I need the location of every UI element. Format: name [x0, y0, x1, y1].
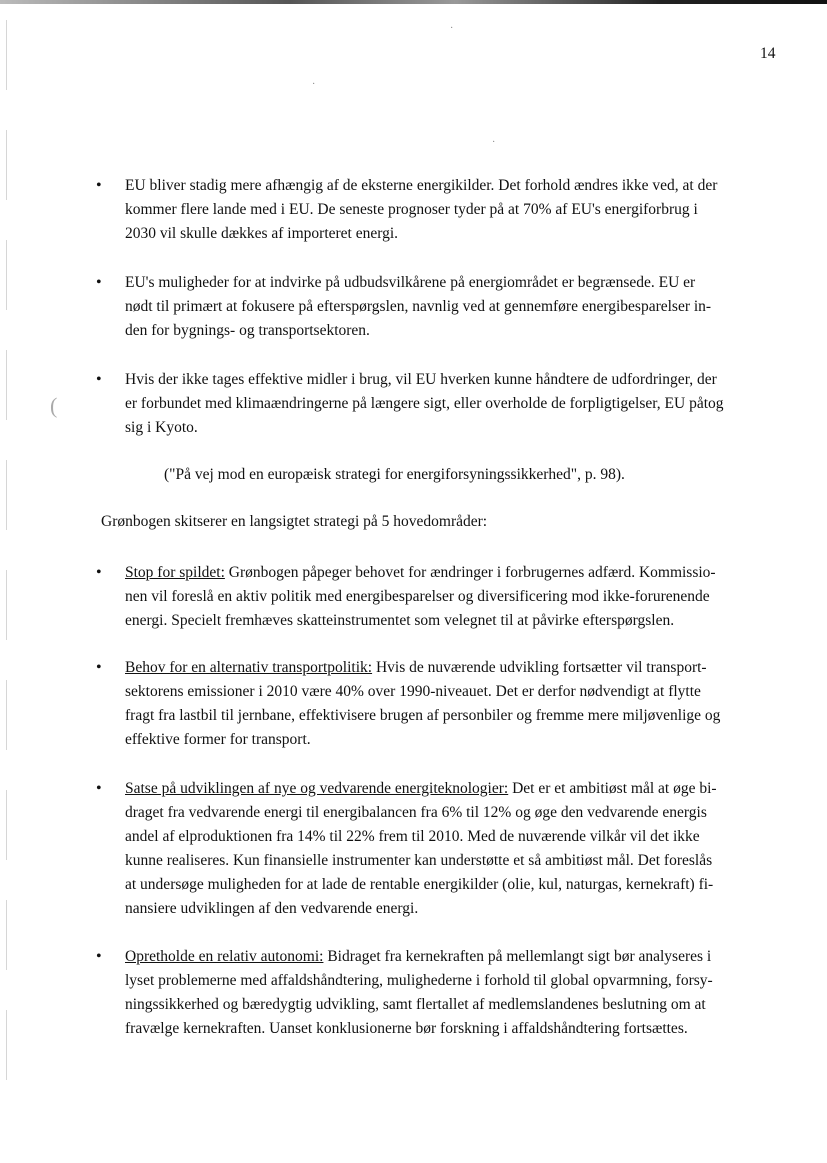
bullet-eu-possibilities: [125, 271, 785, 343]
bullet-relative-autonomy: [125, 945, 785, 1041]
bullet-marker: •: [96, 659, 102, 676]
text-line: EU bliver stadig mere afhængig af de eksterne energikilder. Det forhold ændres ikke ved, at der: [125, 177, 718, 194]
text-line: 2030 vil skulle dækkes af importeret energi.: [125, 225, 399, 242]
bullet-renewable-energy: [125, 777, 785, 921]
text-fragment: Bidraget fra kernekraften på mellemlangt sigt bør analyseres i: [323, 948, 712, 965]
text-line: energi. Specielt fremhæves skatteinstrumentet som velegnet til at påvirke efterspørgslen.: [125, 612, 675, 629]
text-line: EU's muligheder for at indvirke på udbudsvilkårene på energiområdet er begrænsede. EU er: [125, 274, 696, 291]
intro-sentence: Grønbogen skitserer en langsigtet strategi på 5 hovedområder:: [101, 513, 488, 530]
text-fragment: Hvis de nuværende udvikling fortsætter vil transport-: [372, 659, 707, 676]
text-fragment: Det er et ambitiøst mål at øge bi-: [508, 780, 717, 797]
scan-speck: ·: [450, 23, 454, 34]
page-number: 14: [760, 45, 776, 62]
text-line: den for bygnings- og transportsektoren.: [125, 322, 370, 339]
text-fragment: Grønbogen påpeger behovet for ændringer i forbrugernes adfærd. Kommissio-: [224, 564, 716, 581]
bullet-marker: •: [96, 564, 102, 581]
text-line: [125, 561, 785, 585]
text-line: lyset problemerne med affaldshåndtering, mulighederne i forhold til global opvarmning, forsy-: [125, 972, 713, 989]
text-line: [125, 945, 785, 969]
bullet-heading: Stop for spildet:: [125, 564, 225, 581]
text-line: andel af elproduktionen fra 14% til 22% frem til 2010. Med de nuværende vilkår vil det ikke: [125, 828, 700, 845]
text-line: sig i Kyoto.: [125, 419, 198, 436]
bullet-marker: •: [96, 948, 102, 965]
text-line: fragt fra lastbil til jernbane, effektivisere brugen af personbiler og fremme mere miljøvenlige og: [125, 707, 721, 724]
bullet-marker: •: [96, 371, 102, 388]
text-line: er forbundet med klimaændringerne på længere sigt, eller overholde de forpligtigelser, EU påtog: [125, 395, 724, 412]
text-line: effektive former for transport.: [125, 731, 311, 748]
bullet-heading: Satse på udviklingen af nye og vedvarende energiteknologier:: [125, 780, 509, 797]
text-line: [125, 656, 785, 680]
text-line: at undersøge muligheden for at lade de rentable energikilder (olie, kul, naturgas, kernekraft) fi-: [125, 876, 714, 893]
bullet-transport-policy: [125, 656, 785, 752]
text-line: ningssikkerhed og bæredygtig udvikling, samt flertallet af medlemslandenes beslutning om at: [125, 996, 706, 1013]
text-line: fravælge kernekraften. Uanset konklusionerne bør forskning i affaldshåndtering fortsættes.: [125, 1020, 688, 1037]
text-line: nødt til primært at fokusere på efterspørgslen, navnlig ved at gennemføre energibesparelser in-: [125, 298, 712, 315]
bullet-heading: Behov for en alternativ transportpolitik:: [125, 659, 373, 676]
scan-speck: ·: [312, 79, 316, 90]
text-line: kommer flere lande med i EU. De seneste prognoser tyder på at 70% af EU's energiforbrug i: [125, 201, 698, 218]
scan-edge-top: [0, 0, 827, 4]
text-line: nansiere udviklingen af den vedvarende energi.: [125, 900, 419, 917]
scan-speck: ·: [492, 137, 496, 148]
text-line: [125, 777, 785, 801]
text-line: sektorens emissioner i 2010 være 40% over 1990-niveauet. Det er derfor nødvendigt at flytte: [125, 683, 701, 700]
text-line: nen vil foreslå en aktiv politik med energibesparelser og diversificering mod ikke-forurenende: [125, 588, 710, 605]
bullet-no-measures: [125, 368, 785, 440]
text-line: draget fra vedvarende energi til energibalancen fra 6% til 12% og øge den vedvarende energis: [125, 804, 707, 821]
bullet-heading: Opretholde en relativ autonomi:: [125, 948, 324, 965]
citation: ("På vej mod en europæisk strategi for energiforsyningssikkerhed", p. 98).: [164, 466, 625, 483]
bullet-marker: •: [96, 177, 102, 194]
text-line: kunne realiseres. Kun finansielle instrumenter kan understøtte et så ambitiøst mål. Det foreslås: [125, 852, 713, 869]
bullet-marker: •: [96, 780, 102, 797]
bullet-stop-waste: [125, 561, 785, 633]
scan-speck: (: [50, 393, 58, 418]
bullet-eu-dependence: [125, 174, 785, 246]
bullet-marker: •: [96, 274, 102, 291]
text-line: Hvis der ikke tages effektive midler i brug, vil EU hverken kunne håndtere de udfordringer, der: [125, 371, 717, 388]
scan-edge-left: [6, 20, 7, 1120]
